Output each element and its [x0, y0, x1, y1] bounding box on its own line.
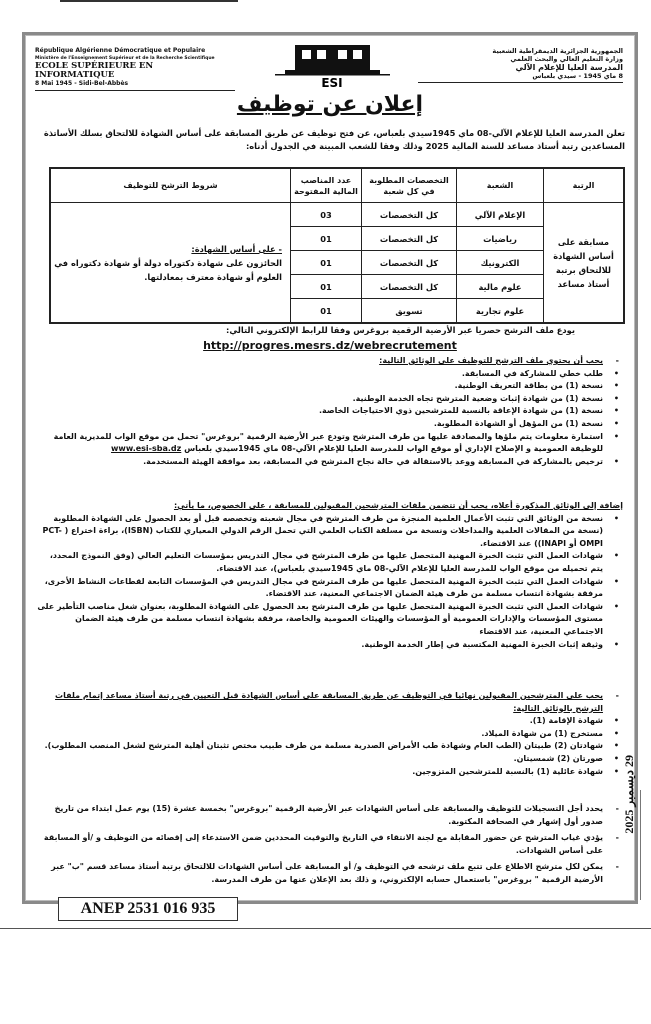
- list-item: • وثيقة إثبات الخبرة المهنية المكتسبة في إطار الخدمة الوطنية.: [37, 639, 603, 652]
- section-final-documents: [37, 690, 623, 778]
- branch-cell: رياضيات: [457, 227, 544, 251]
- side-rule: [640, 790, 641, 900]
- list-item: • شهادة الإقامة (1).: [37, 715, 603, 728]
- deposit-text: يودع ملف الترشح حصريا عبر الأرضية الرقمية بروغرس وفقا للرابط الإلكتروني التالي:: [226, 325, 575, 335]
- list-item: • نسخة (1) من شهادة الإعاقة بالنسبة للمترشحين ذوي الاحتياجات الخاصة.: [37, 405, 603, 418]
- conditions-cell: [50, 203, 291, 324]
- list-item: • طلب خطي للمشاركة في المسابقة.: [37, 368, 603, 381]
- list-item: • شهادتان (2) طبيتان (الطب العام وشهادة طب الأمراض الصدرية مسلمة من طرف طبيب مختص تثبتان أهلية المترشح لشغل المنصب المطلوب).: [37, 740, 603, 753]
- specialty-cell: كل التخصصات: [362, 227, 457, 251]
- header-arabic: [418, 47, 623, 83]
- col-conditions: شروط الترشح للتوظيف: [50, 168, 291, 203]
- header-fr-school: ECOLE SUPÉRIEURE EN INFORMATIQUE: [35, 61, 154, 80]
- header-fr-line: Ministère de l'Enseignement Supérieur et de la Recherche Scientifique: [35, 55, 215, 61]
- list-item: • صورتان (2) شمسيتان.: [37, 753, 603, 766]
- esi-logo: [270, 41, 395, 89]
- posts-cell: 01: [291, 299, 362, 324]
- list-item: • مستخرج (1) من شهادة الميلاد.: [37, 728, 603, 741]
- specialty-cell: تسويق: [362, 299, 457, 324]
- header-ar-line: 8 ماي 1945 - سيدي بلعباس: [532, 72, 623, 80]
- header-ar-line: المدرسة العليا للإعلام الآلي: [515, 63, 623, 72]
- section3-heading: يجب على المترشحين المقبولين نهائيا في التوظيف عن طريق المسابقة على أساس الشهادة قبل التعيين في رتبة أستاذ مساعد إتمام ملفات الترشح بالوثائق التالية:: [55, 691, 603, 713]
- list-item: • ترخيص بالمشاركة في المسابقة ووعد بالاستقالة في حالة نجاح المترشح في المسابقة، بعد موافقة الهيئة المستخدمة.: [37, 456, 603, 469]
- list-item: • نسخة (1) من شهادة إثبات وضعية المترشح تجاه الخدمة الوطنية.: [37, 393, 603, 406]
- col-posts: عدد المناصب المالية المفتوحة: [291, 168, 362, 203]
- section1-heading: يجب أن يحتوي ملف الترشح للتوظيف على الوثائق التالية:: [379, 356, 603, 365]
- list-item: [37, 431, 603, 456]
- table-header-row: [50, 168, 624, 203]
- list-item: • شهادات العمل التي تثبت الخبرة المهنية المتحصل عليها من طرف المترشح بعد الحصول على الشهادة المطلوبة، بعنوان شغل مناصب التأطير على مستوى المؤسسات والإدارات العمومية أو المؤسسات والهيئات العمومية والخاصة، مرفقة بشهادة انتساب مسلمة من طرف هيئة الضمان الاجتماعي المعنية، عند الاقتضاء: [37, 601, 603, 639]
- date-stamp: 29 ديسمبر 2025: [622, 755, 636, 834]
- anep-reference: ANEP 2531 016 935: [58, 897, 238, 921]
- branch-cell: علوم مالية: [457, 275, 544, 299]
- specialty-cell: كل التخصصات: [362, 251, 457, 275]
- rank-cell: مسابقة على أساس الشهادة للالتحاق برتبة أستاذ مساعد: [544, 203, 625, 324]
- branch-cell: الكترونيك: [457, 251, 544, 275]
- section2-heading: إضافة إلى الوثائق المذكورة أعلاه، يجب أن تتضمن ملفات المترشحين المقبولين للمسابقة ، على الخصوص، ما يأتي:: [173, 501, 623, 510]
- header-ar-line: وزارة التعليم العالي والبحث العلمي: [510, 55, 623, 63]
- list-item: • نسخة (1) من بطاقة التعريف الوطنية.: [37, 380, 603, 393]
- posts-cell: 01: [291, 251, 362, 275]
- esi-site-link[interactable]: www.esi-sba.dz: [111, 444, 182, 454]
- note-item: - يمكن لكل مترشح الاطلاع على تتبع ملف ترشحه في التوظيف و/ أو المسابقة على أساس الشهادات للالتحاق برتبة أستاذ مساعد قسم "ب" عبر الأرضية الرقمية " بروغرس" باستعمال حسابه الإلكتروني، و ذلك بعد الإعلان عنها من طرف المدرسة.: [37, 861, 603, 886]
- posts-cell: 01: [291, 275, 362, 299]
- header-french: [35, 47, 235, 91]
- bottom-rule: [0, 928, 651, 929]
- branch-cell: علوم تجارية: [457, 299, 544, 324]
- conditions-text: الحائزون على شهادة دكتوراه دولة أو شهادة دكتوراه في العلوم أو شهادة معترف بمعادلتها.: [54, 257, 282, 282]
- section-notes: [37, 803, 623, 887]
- list-item: • نسخة (1) من المؤهل أو الشهادة المطلوبة.: [37, 418, 603, 431]
- specialty-cell: كل التخصصات: [362, 275, 457, 299]
- list-item: • نسخة من الوثائق التي تثبت الأعمال العلمية المنجزة من طرف المترشح في مجال شعبته وتخصصه قبل أو بعد الحصول على الشهادة المطلوبة (نسخة من المقالات العلمية والمداخلات ونسخة من مسلفة الكتاب العلمي التي تحمل الرقم الدولي المعياري للكتاب (ISBN)، براءة اختراع ( PCT-OMPI أو INAPI)) عند الاقتضاء.: [37, 513, 603, 551]
- page-title: إعلان عن توظيف: [236, 92, 424, 117]
- note-item: - يؤدي غياب المترشح عن حضور المقابلة مع لجنة الانتقاء في التاريخ والتوقيت المحددين ضمن الاستدعاء إلى إقصائه من التوظيف و /أو المسابقة على أساس الشهادات.: [37, 832, 603, 857]
- progres-link[interactable]: http://progres.mesrs.dz/webrecrutement: [203, 339, 457, 352]
- section-documents: [37, 355, 623, 468]
- conditions-title: - على أساس الشهادة:: [191, 243, 282, 254]
- branch-cell: الإعلام الآلي: [457, 203, 544, 227]
- col-branch: الشعبة: [457, 168, 544, 203]
- header-fr-line: République Algérienne Démocratique et Populaire: [35, 47, 206, 54]
- list-item: • شهادة عائلية (1) بالنسبة للمترشحين المتزوجين.: [37, 766, 603, 779]
- positions-table: [49, 167, 625, 324]
- announcement-frame: [22, 32, 638, 904]
- specialty-cell: كل التخصصات: [362, 203, 457, 227]
- col-rank: الرتبة: [544, 168, 625, 203]
- list-item: • شهادات العمل التي تثبت الخبرة المهنية المتحصل عليها من طرف المترشح في مجال التدريس في المؤسسات التابعة لقطاعات النشاط الأخرى، مرفقة بشهادة انتساب مسلمة من طرف هيئة الضمان الاجتماعي المعنية، عند الاقتضاء.: [37, 576, 603, 601]
- posts-cell: 01: [291, 227, 362, 251]
- list-item: • شهادات العمل التي تثبت الخبرة المهنية المتحصل عليها من طرف المترشح في مجال التدريس بمؤسسات التعليم العالي (وفق النموذج المحدد، يتم تحميله من موقع الواب للمدرسة العليا للإعلام الآلي-08 ماي 1945سيدي بلعباس)، عند الاقتضاء.: [37, 550, 603, 575]
- svg-text:ESI: ESI: [321, 76, 343, 89]
- intro-paragraph: تعلن المدرسة العليا للإعلام الآلي-08 ماي 1945سيدي بلعباس، عن فتح توظيف عن طريق المسابقة على أساس الشهادة للالتحاق بسلك الأساتذة المساعدين رتبة أستاذ مساعد للسنة المالية 2025 وذلك وفقا للشعب المبينة في الجدول أدناه:: [43, 128, 625, 151]
- top-rule: [60, 0, 238, 2]
- header-ar-line: الجمهورية الجزائرية الديمقراطية الشعبية: [492, 47, 623, 55]
- col-specialty: التخصصات المطلوبة في كل شعبة: [362, 168, 457, 203]
- section-additional-documents: [37, 500, 623, 651]
- table-row: [50, 203, 624, 227]
- posts-cell: 03: [291, 203, 362, 227]
- note-item: - يحدد أجل التسجيلات للتوظيف والمسابقة على أساس الشهادات عبر الأرضية الرقمية "بروغرس" بخمسة عشرة (15) يوم عمل ابتداء من تاريخ صدور أول إشهار في الصحافة المكتوبة.: [37, 803, 603, 828]
- header-fr-address: 8 Mai 1945 - Sidi-Bel-Abbès: [35, 80, 129, 87]
- list-item-text: استمارة معلومات يتم ملؤها والمصادقة عليها من طرف المترشح وتودع عبر الأرضية الرقمية "بروغرس" تحمل من موقع الواب للمديرية العامة للوظيفة العمومية و الإصلاح الإداري أو موقع الواب للمدرسة العليا للإعلام الآلي-08 ماي 1945سيدي بلعباس: [53, 431, 603, 454]
